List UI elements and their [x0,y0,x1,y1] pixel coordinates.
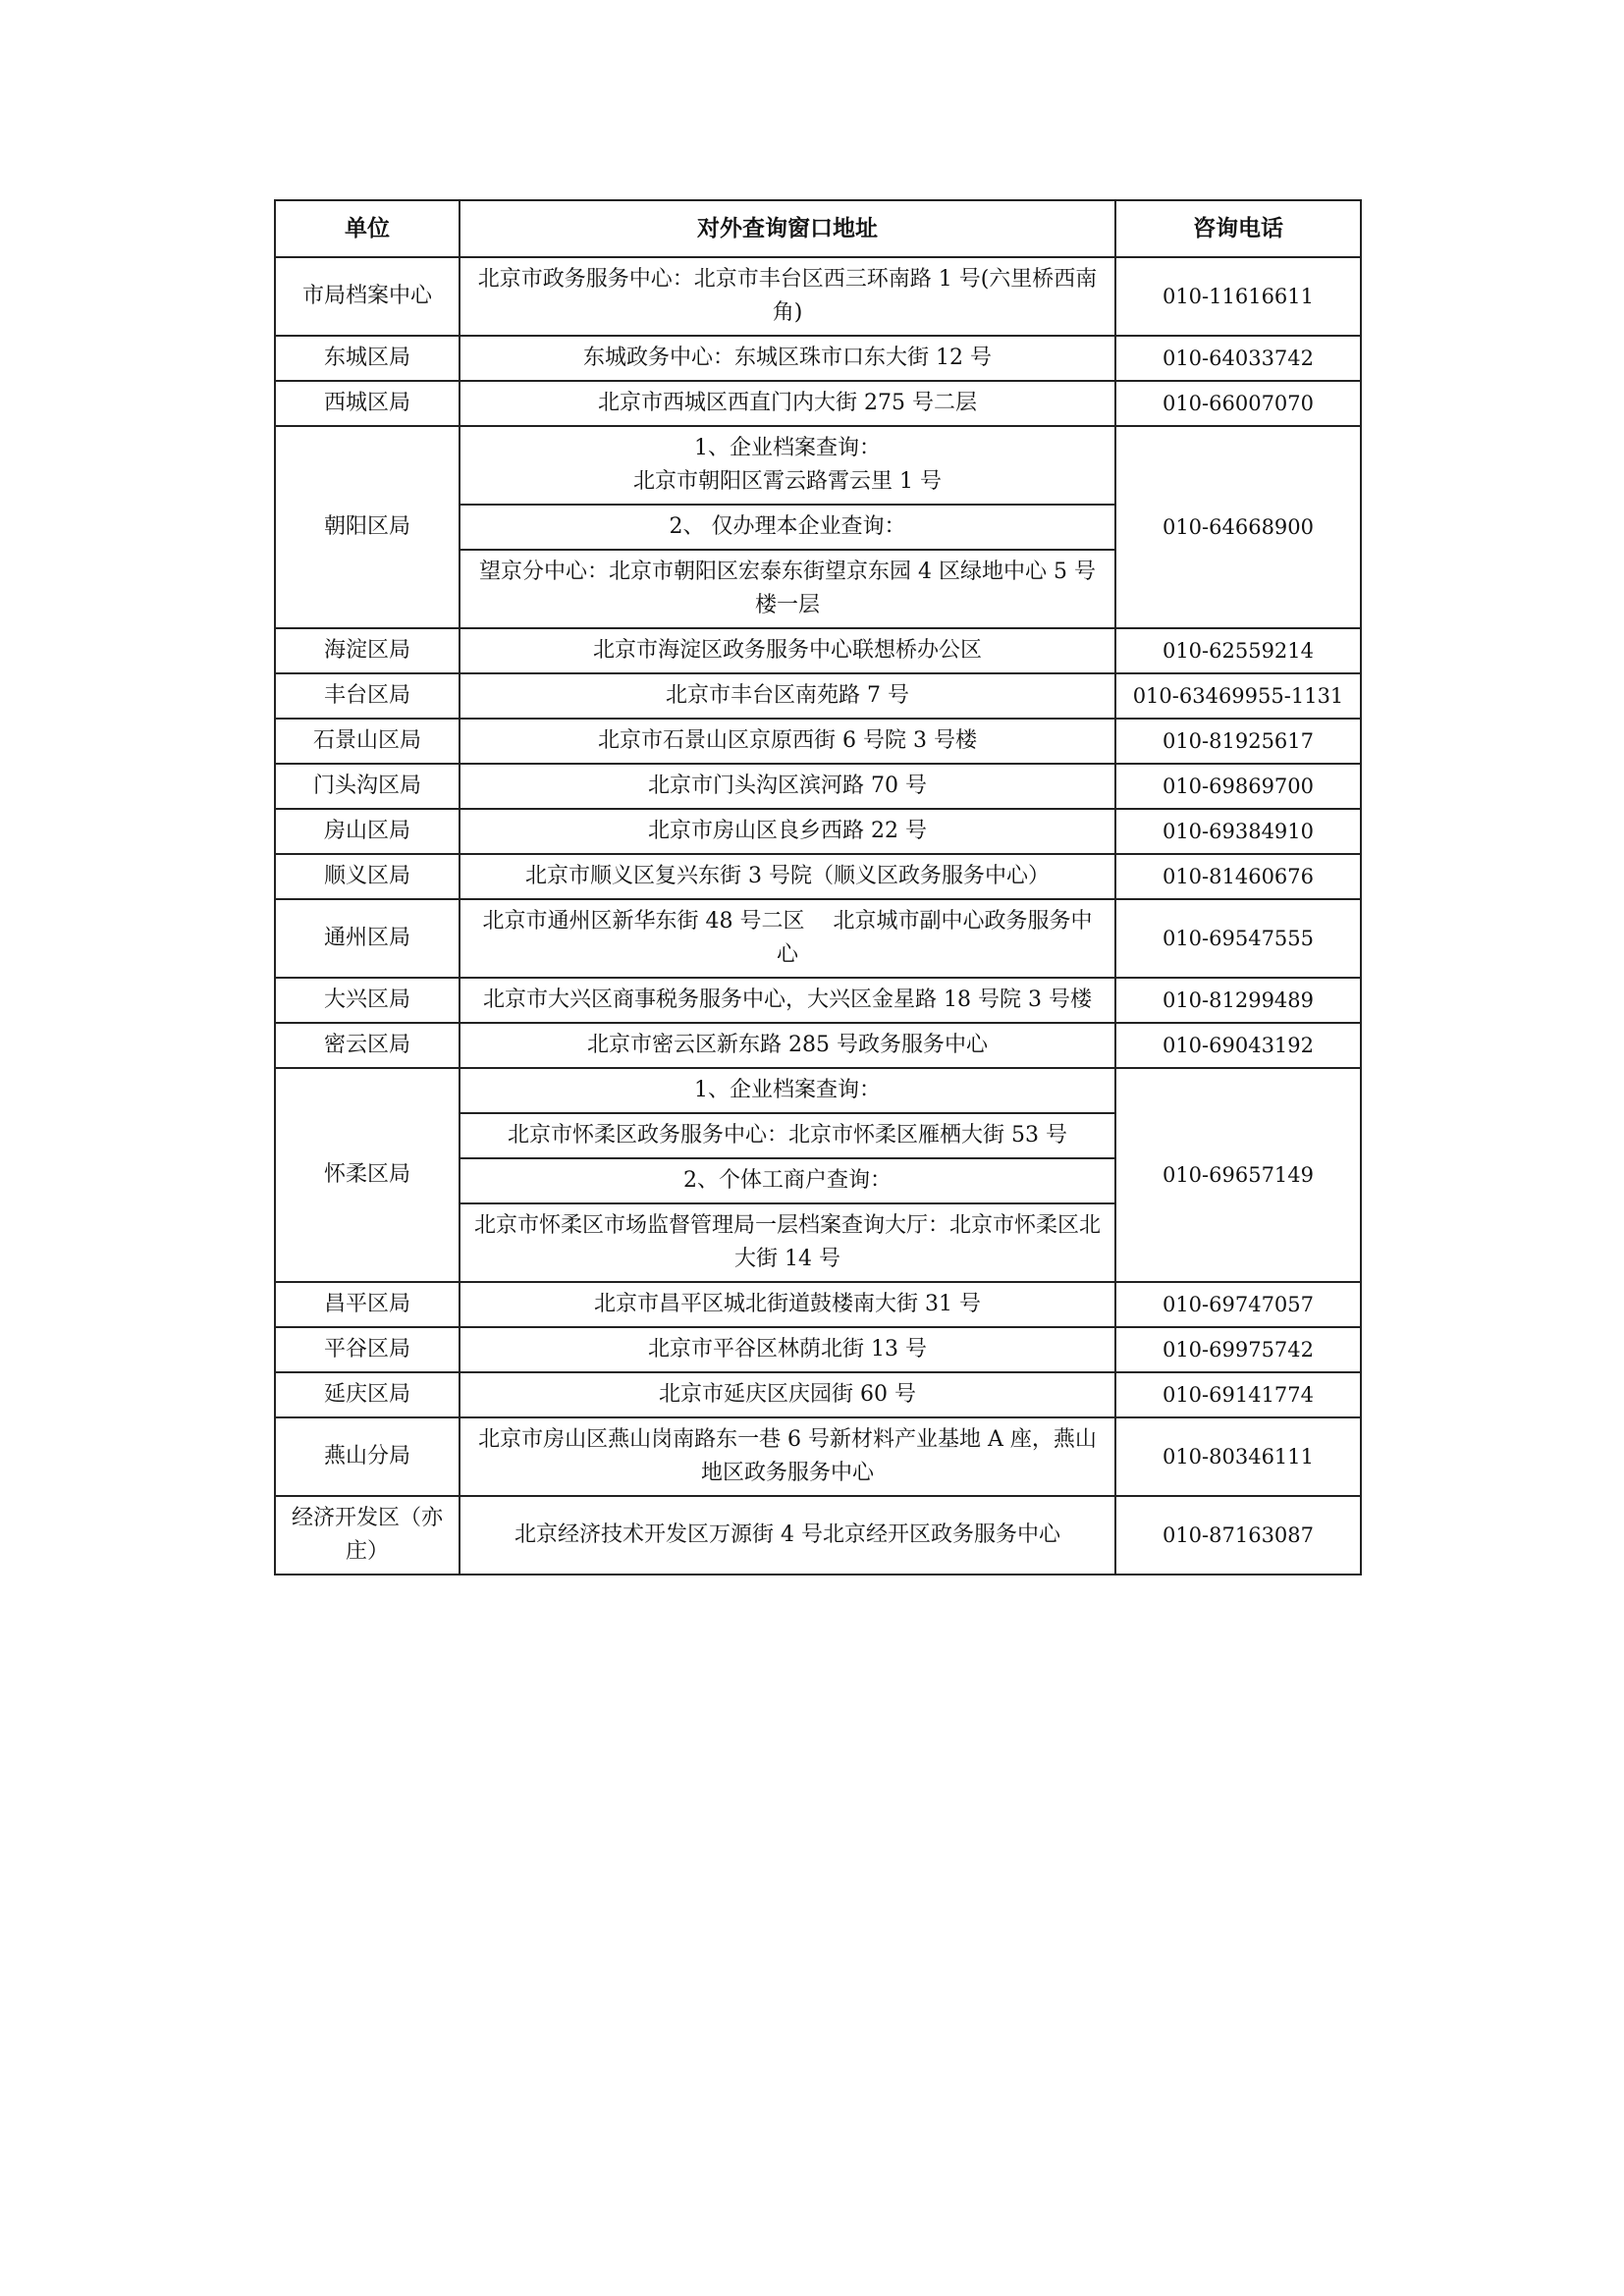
row-address-sub: 1、企业档案查询： [460,1068,1115,1113]
row-phone: 010-64668900 [1115,426,1361,628]
row-address: 北京市西城区西直门内大街 275 号二层 [460,381,1115,426]
row-unit: 市局档案中心 [275,257,460,336]
row-address-sub [460,426,1115,505]
header-address: 对外查询窗口地址 [460,200,1115,257]
row-phone: 010-69547555 [1115,899,1361,978]
row-unit: 海淀区局 [275,628,460,673]
row-unit: 顺义区局 [275,854,460,899]
row-unit: 密云区局 [275,1023,460,1068]
row-phone: 010-63469955-1131 [1115,673,1361,719]
row-address: 北京市大兴区商事税务服务中心，大兴区金星路 18 号院 3 号楼 [460,978,1115,1023]
header-unit: 单位 [275,200,460,257]
row-phone: 010-62559214 [1115,628,1361,673]
table-row [275,1068,1361,1113]
row-phone: 010-69975742 [1115,1327,1361,1372]
sub-line: 北京市朝阳区霄云路霄云里 1 号 [633,469,942,494]
row-address: 北京市昌平区城北街道鼓楼南大街 31 号 [460,1282,1115,1327]
row-phone: 010-69869700 [1115,764,1361,809]
row-address-sub: 北京市怀柔区政务服务中心：北京市怀柔区雁栖大街 53 号 [460,1113,1115,1158]
row-unit: 大兴区局 [275,978,460,1023]
row-address: 北京市石景山区京原西街 6 号院 3 号楼 [460,719,1115,764]
row-address-sub: 北京市怀柔区市场监督管理局一层档案查询大厅：北京市怀柔区北大街 14 号 [460,1203,1115,1282]
row-address: 北京市丰台区南苑路 7 号 [460,673,1115,719]
row-phone: 010-69384910 [1115,809,1361,854]
sub-line: 1、企业档案查询： [694,436,881,460]
row-phone: 010-69141774 [1115,1372,1361,1417]
table-row [275,809,1361,854]
row-unit: 西城区局 [275,381,460,426]
table-row [275,1023,1361,1068]
table-row [275,336,1361,381]
row-address: 北京市密云区新东路 285 号政务服务中心 [460,1023,1115,1068]
row-unit: 丰台区局 [275,673,460,719]
query-window-table [274,199,1362,1575]
row-phone: 010-81299489 [1115,978,1361,1023]
row-address: 北京市门头沟区滨河路 70 号 [460,764,1115,809]
row-phone: 010-69747057 [1115,1282,1361,1327]
row-phone: 010-81925617 [1115,719,1361,764]
row-phone: 010-64033742 [1115,336,1361,381]
table-row [275,673,1361,719]
row-phone: 010-81460676 [1115,854,1361,899]
row-address-sub: 2、 仅办理本企业查询： [460,505,1115,550]
row-unit: 通州区局 [275,899,460,978]
row-address: 东城政务中心：东城区珠市口东大街 12 号 [460,336,1115,381]
row-phone: 010-69043192 [1115,1023,1361,1068]
row-unit: 门头沟区局 [275,764,460,809]
table-row [275,1282,1361,1327]
row-phone: 010-87163087 [1115,1496,1361,1575]
row-phone: 010-80346111 [1115,1417,1361,1496]
table-row [275,381,1361,426]
row-phone: 010-66007070 [1115,381,1361,426]
row-unit: 房山区局 [275,809,460,854]
row-unit: 燕山分局 [275,1417,460,1496]
table-row [275,854,1361,899]
row-unit: 东城区局 [275,336,460,381]
row-unit: 平谷区局 [275,1327,460,1372]
table-row [275,426,1361,505]
row-address-sub: 2、个体工商户查询： [460,1158,1115,1203]
row-phone: 010-69657149 [1115,1068,1361,1282]
row-address: 北京市房山区良乡西路 22 号 [460,809,1115,854]
row-unit: 怀柔区局 [275,1068,460,1282]
table-row [275,628,1361,673]
row-address: 北京经济技术开发区万源街 4 号北京经开区政务服务中心 [460,1496,1115,1575]
row-unit: 昌平区局 [275,1282,460,1327]
table-row [275,719,1361,764]
row-phone: 010-11616611 [1115,257,1361,336]
row-unit: 经济开发区（亦庄） [275,1496,460,1575]
table-row [275,1327,1361,1372]
row-address: 北京市延庆区庆园街 60 号 [460,1372,1115,1417]
row-unit: 延庆区局 [275,1372,460,1417]
table-row [275,1372,1361,1417]
header-phone: 咨询电话 [1115,200,1361,257]
row-address: 北京市顺义区复兴东街 3 号院（顺义区政务服务中心） [460,854,1115,899]
table-row [275,978,1361,1023]
row-unit: 朝阳区局 [275,426,460,628]
row-address: 北京市政务服务中心：北京市丰台区西三环南路 1 号(六里桥西南角) [460,257,1115,336]
row-address: 北京市房山区燕山岗南路东一巷 6 号新材料产业基地 A 座，燕山地区政务服务中心 [460,1417,1115,1496]
row-address: 北京市海淀区政务服务中心联想桥办公区 [460,628,1115,673]
row-address: 北京市平谷区林荫北街 13 号 [460,1327,1115,1372]
row-unit: 石景山区局 [275,719,460,764]
row-address-sub: 望京分中心：北京市朝阳区宏泰东街望京东园 4 区绿地中心 5 号楼一层 [460,550,1115,628]
table-header-row [275,200,1361,257]
table-row [275,1496,1361,1575]
table-row [275,899,1361,978]
row-address: 北京市通州区新华东街 48 号二区 北京城市副中心政务服务中心 [460,899,1115,978]
table-row [275,1417,1361,1496]
table-row [275,764,1361,809]
table-row [275,257,1361,336]
